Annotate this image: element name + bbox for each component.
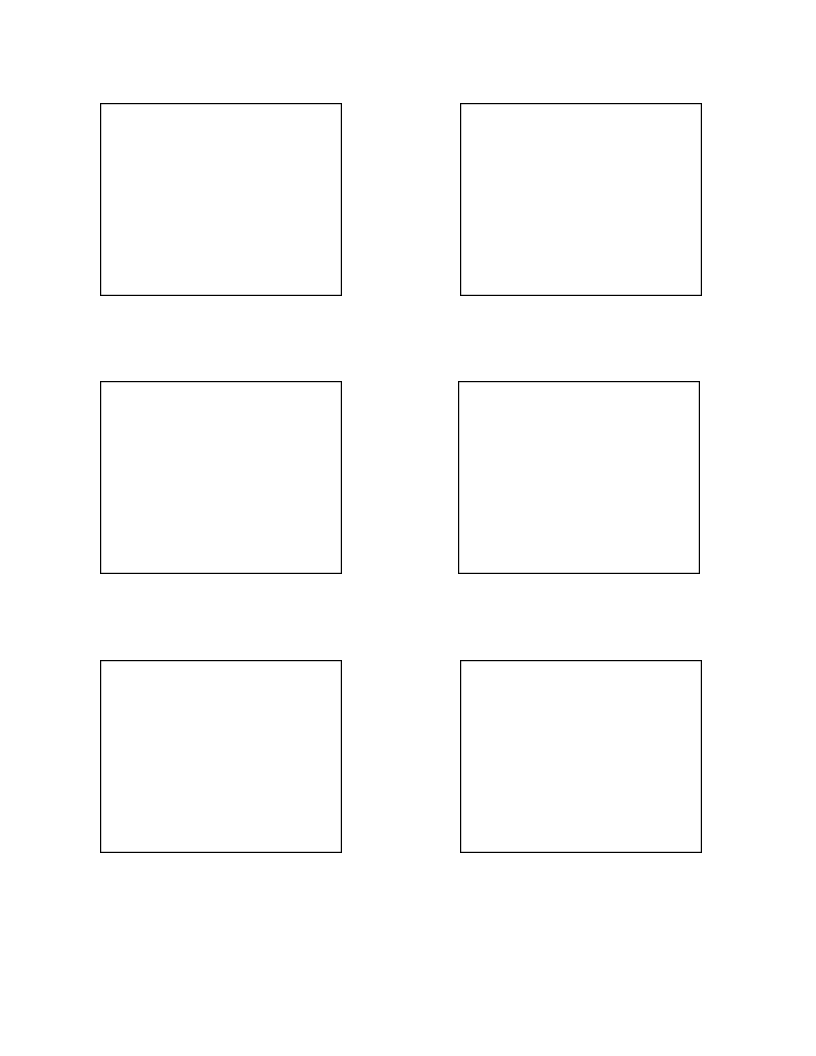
plot-border [459, 382, 700, 574]
chart-5 [100, 660, 342, 853]
plot-border [101, 104, 342, 296]
chart-6 [460, 660, 702, 853]
plot-border [101, 661, 342, 853]
plot-border [101, 382, 342, 574]
plot-border [461, 661, 702, 853]
plot-border [461, 104, 702, 296]
chart-4 [458, 381, 700, 574]
chart-2 [460, 103, 702, 296]
chart-3 [100, 381, 342, 574]
chart-1 [100, 103, 342, 296]
